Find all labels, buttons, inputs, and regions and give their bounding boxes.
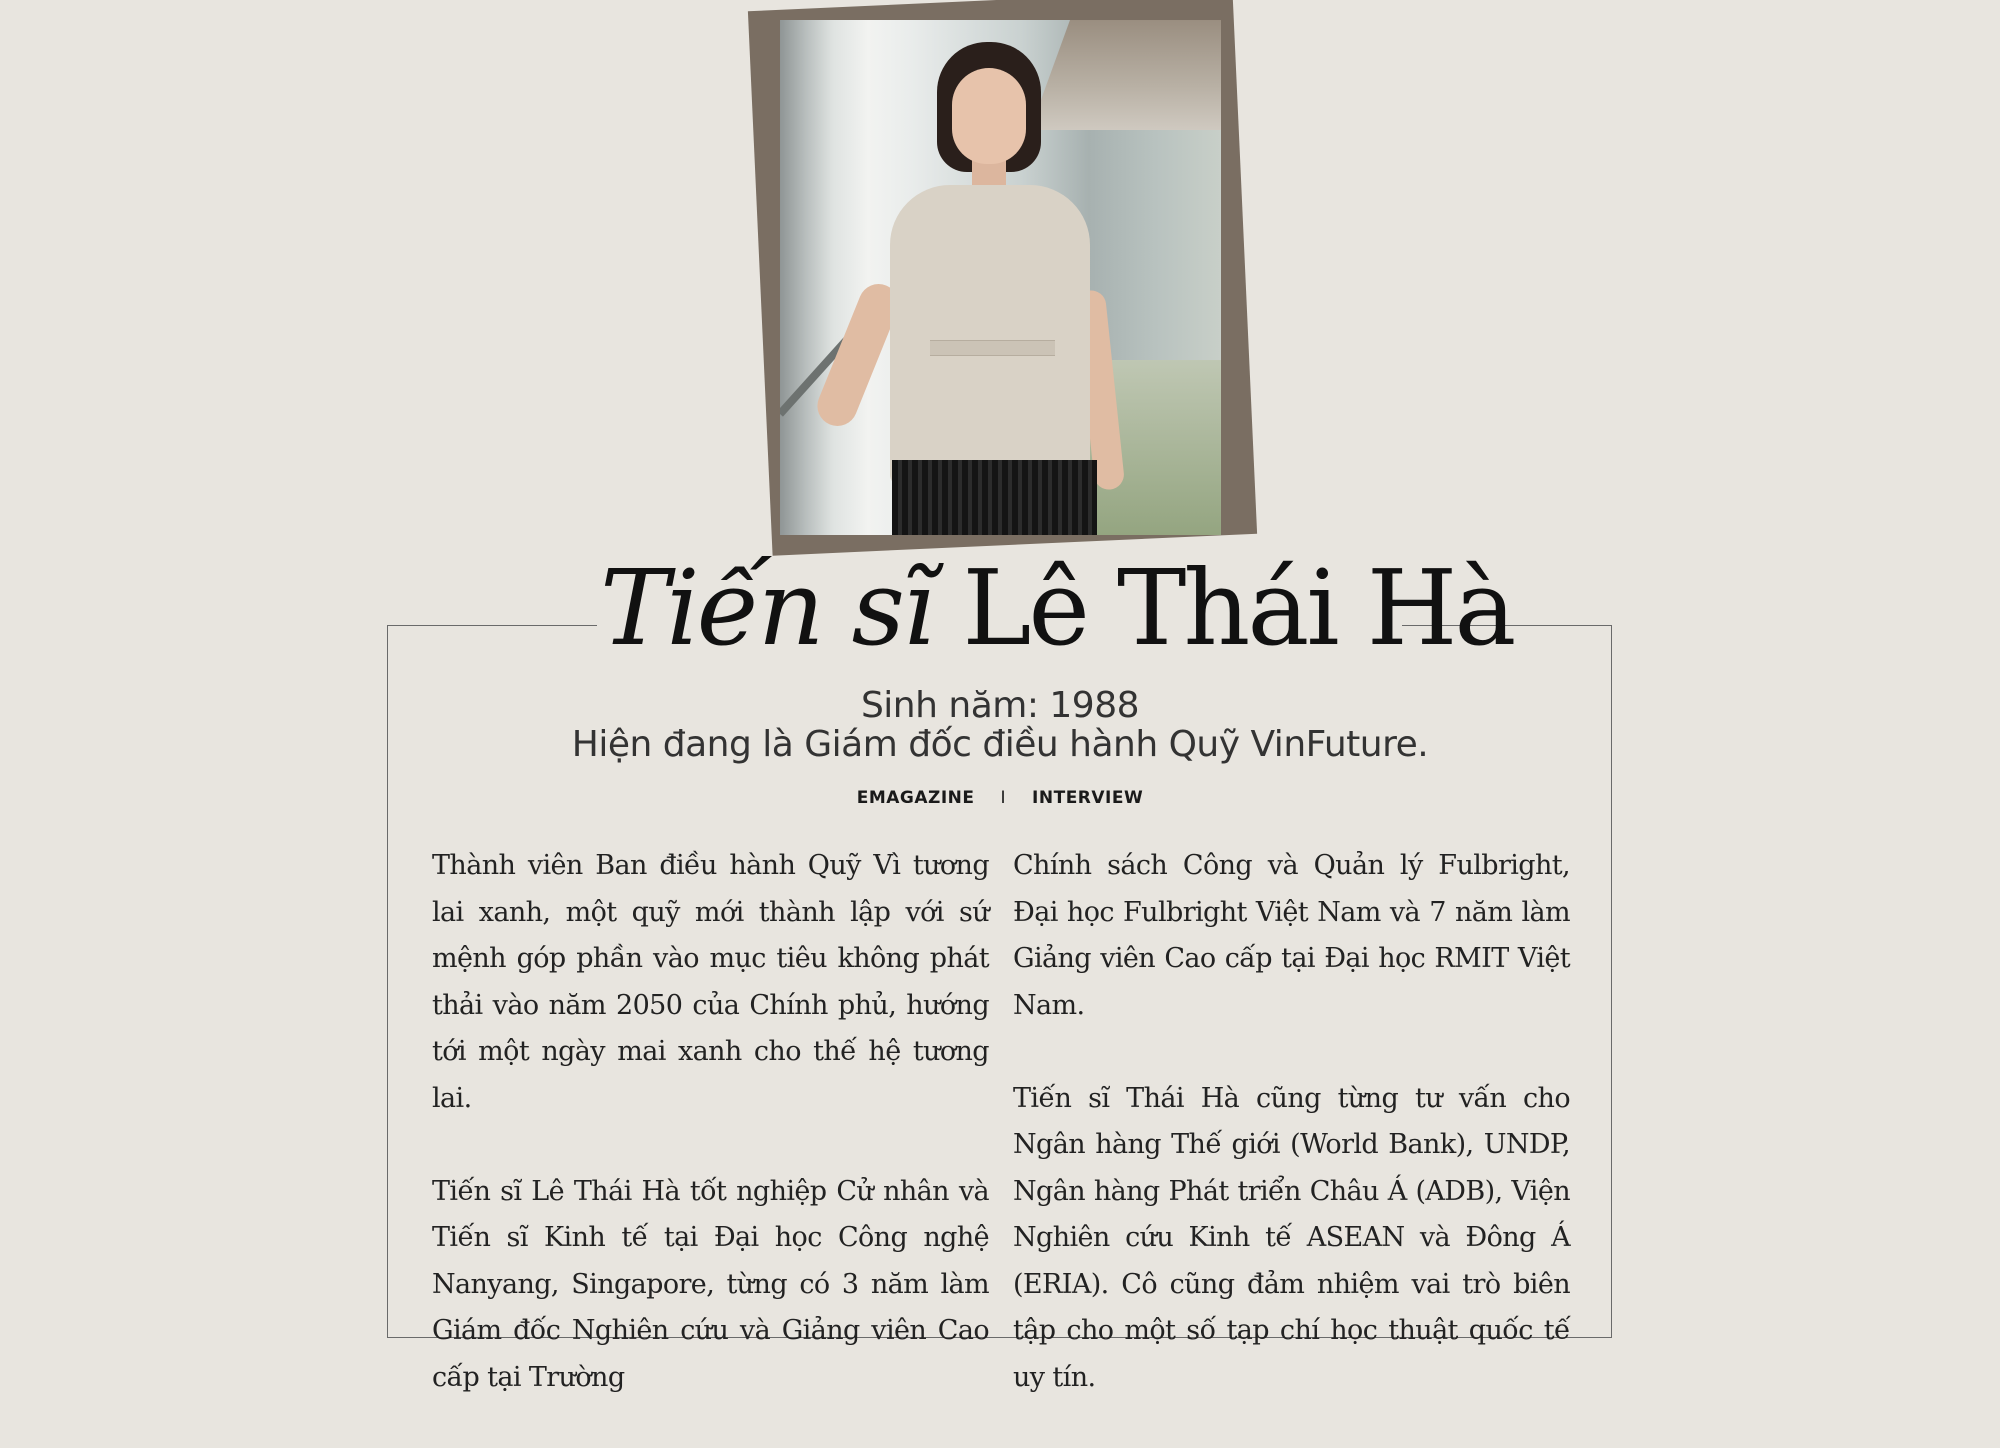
category-separator: I — [1000, 788, 1007, 808]
body-column-right — [1013, 843, 1570, 1448]
photo-face — [952, 68, 1026, 164]
category-interview-link[interactable]: INTERVIEW — [1032, 788, 1144, 808]
title-name: Lê Thái Hà — [962, 547, 1514, 669]
photo-belt — [930, 340, 1055, 356]
body-paragraph: Tiến sĩ Lê Thái Hà tốt nghiệp Cử nhân và Tiến sĩ Kinh tế tại Đại học Công nghệ Nanyang, Singapore, từng có 3 năm làm Giám đốc Nghiên cứu và Giảng viên Cao cấp tại Trường — [432, 1175, 989, 1393]
body-paragraph: Tiến sĩ Thái Hà cũng từng tư vấn cho Ngân hàng Thế giới (World Bank), UNDP, Ngân hàng Phát triển Châu Á (ADB), Viện Nghiên cứu Kinh tế ASEAN và Đông Á (ERIA). Cô cũng đảm nhiệm vai trò biên tập cho một số tạp chí học thuật quốc tế uy tín. — [1013, 1082, 1570, 1393]
current-role: Hiện đang là Giám đốc điều hành Quỹ VinFuture. — [571, 724, 1429, 765]
birth-year: Sinh năm: 1988 — [860, 685, 1140, 726]
profile-title — [600, 547, 1514, 669]
photo-skirt — [892, 460, 1097, 535]
photo-ceiling — [1030, 20, 1221, 130]
body-column-left — [432, 843, 989, 1448]
body-paragraph: Thành viên Ban điều hành Quỹ Vì tương lai xanh, một quỹ mới thành lập với sứ mệnh góp phần vào mục tiêu không phát thải vào năm 2050 của Chính phủ, hướng tới một ngày mai xanh cho thế hệ tương lai. — [432, 850, 989, 1114]
category-emagazine-link[interactable]: EMAGAZINE — [856, 788, 975, 808]
frame-top-left-line — [387, 625, 597, 626]
title-degree: Tiến sĩ — [600, 547, 933, 669]
category-tags — [700, 788, 1300, 808]
photo-blouse — [890, 185, 1090, 485]
portrait-photo — [780, 20, 1221, 535]
body-paragraph: Chính sách Công và Quản lý Fulbright, Đại học Fulbright Việt Nam và 7 năm làm Giảng viên Cao cấp tại Đại học RMIT Việt Nam. — [1013, 850, 1570, 1021]
